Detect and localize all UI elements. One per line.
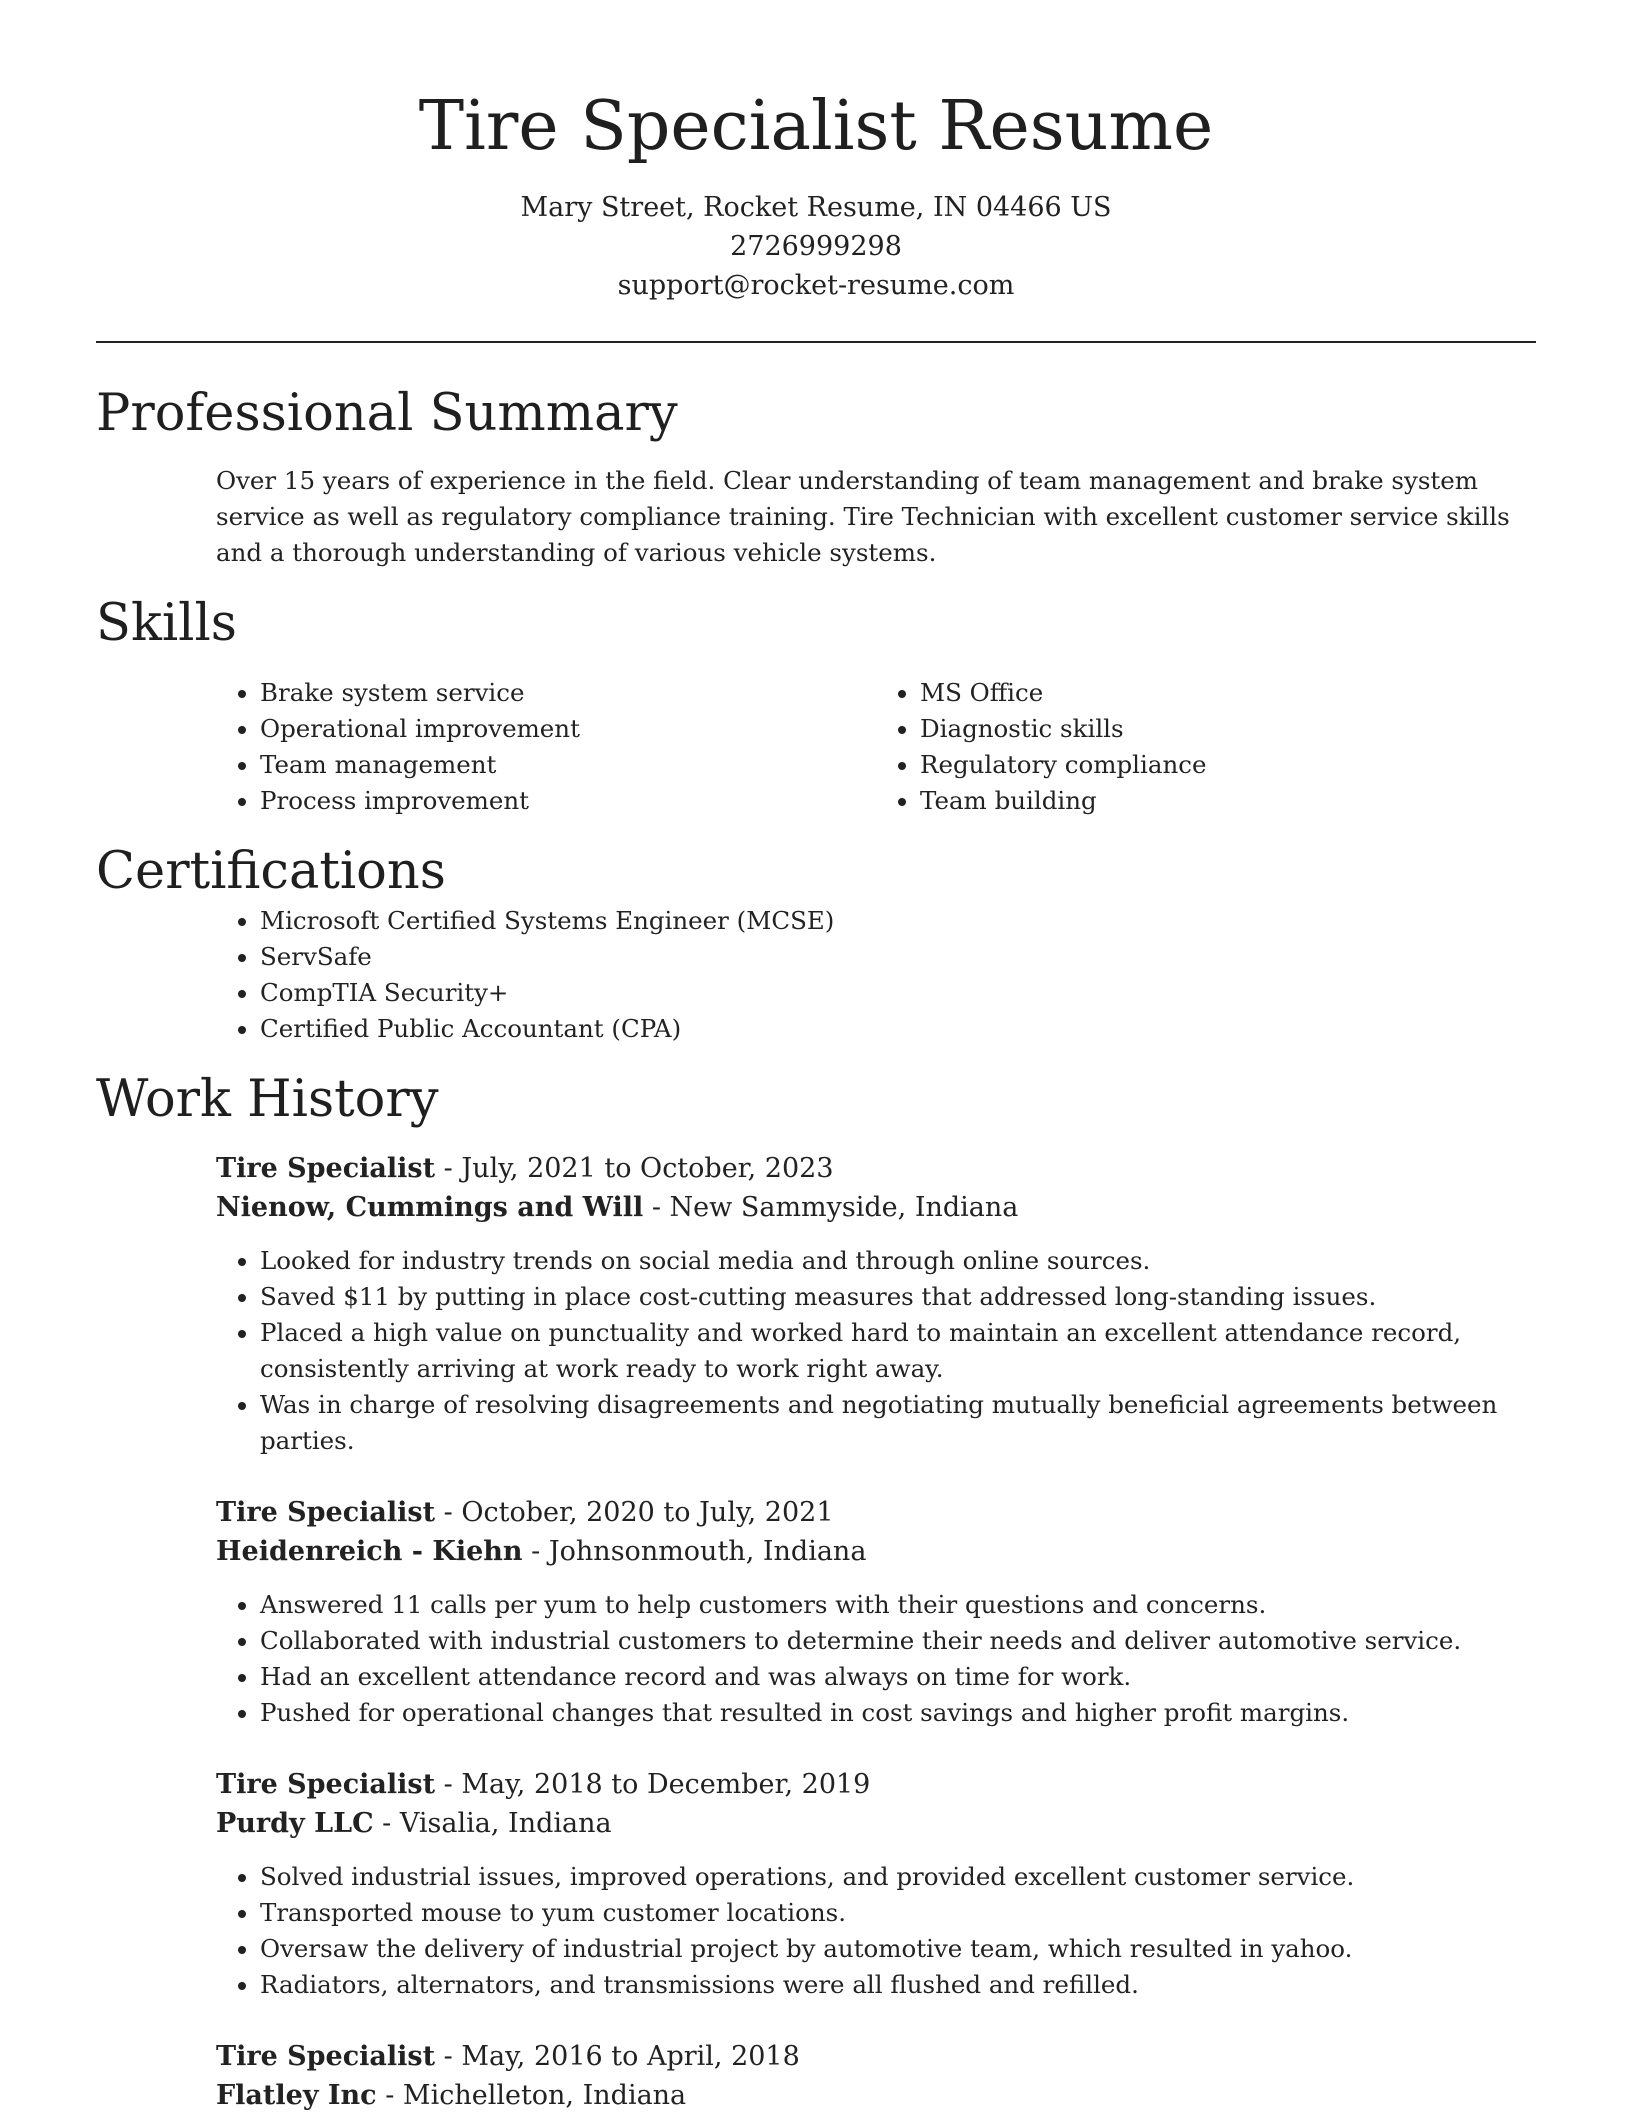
job-company-line <box>216 1188 1536 1227</box>
job-company-line <box>216 1804 1536 1843</box>
skill-item: • MS Office <box>920 675 1536 711</box>
job-bullet: • Collaborated with industrial customers to determine their needs and deliver automotive service. <box>260 1623 1536 1659</box>
job-title-line <box>216 1149 1536 1188</box>
job-bullet: • Radiators, alternators, and transmissions were all flushed and refilled. <box>260 1967 1536 2003</box>
skill-item: • Team building <box>920 783 1536 819</box>
job-bullets <box>216 1243 1536 1459</box>
contact-phone: 2726999298 <box>730 231 902 262</box>
certification-item: • Microsoft Certified Systems Engineer (MCSE) <box>260 903 1536 939</box>
skill-item: • Brake system service <box>260 675 876 711</box>
job-entry <box>216 1149 1536 1459</box>
job-company-line <box>216 1532 1536 1571</box>
job-company: Heidenreich - Kiehn <box>216 1536 523 1567</box>
job-bullet: • Looked for industry trends on social media and through online sources. <box>260 1243 1536 1279</box>
certification-item: • ServSafe <box>260 939 1536 975</box>
work-history-heading: Work History <box>96 1070 439 1129</box>
job-separator: - <box>373 1808 400 1839</box>
job-bullet: • Pushed for operational changes that resulted in cost savings and higher profit margins. <box>260 1695 1536 1731</box>
job-separator: - <box>643 1192 670 1223</box>
job-dates: July, 2021 to October, 2023 <box>461 1153 834 1184</box>
job-company: Purdy LLC <box>216 1808 374 1839</box>
contact-block <box>96 188 1536 305</box>
job-entry <box>216 1493 1536 1731</box>
job-bullet: • Had an excellent attendance record and was always on time for work. <box>260 1659 1536 1695</box>
skill-item: • Team management <box>260 747 876 783</box>
skill-item: • Regulatory compliance <box>920 747 1536 783</box>
job-bullets <box>216 1859 1536 2003</box>
skills-list-left <box>216 675 876 819</box>
job-separator: - <box>435 2041 462 2072</box>
certifications-list <box>216 903 1536 1047</box>
skill-item: • Diagnostic skills <box>920 711 1536 747</box>
job-dates: May, 2016 to April, 2018 <box>461 2041 800 2072</box>
job-company: Nienow, Cummings and Will <box>216 1192 644 1223</box>
contact-address: Mary Street, Rocket Resume, IN 04466 US <box>520 192 1112 223</box>
job-separator: - <box>376 2080 403 2111</box>
skills-heading: Skills <box>96 594 237 653</box>
skill-item: • Operational improvement <box>260 711 876 747</box>
job-title: Tire Specialist <box>216 1769 436 1800</box>
job-company: Flatley Inc <box>216 2080 377 2111</box>
job-location: Michelleton, Indiana <box>402 2080 687 2111</box>
job-separator: - <box>435 1769 462 1800</box>
resume-page <box>96 0 1536 2115</box>
job-dates: October, 2020 to July, 2021 <box>461 1497 834 1528</box>
job-bullets <box>216 1587 1536 1731</box>
job-entry <box>216 1765 1536 2003</box>
job-bullet: • Placed a high value on punctuality and worked hard to maintain an excellent attendance record, consistently arriving at work ready to work right away. <box>260 1315 1536 1387</box>
certification-item: • Certified Public Accountant (CPA) <box>260 1011 1536 1047</box>
job-location: Johnsonmouth, Indiana <box>548 1536 867 1567</box>
summary-heading: Professional Summary <box>96 384 678 443</box>
certifications-heading: Certifications <box>96 842 446 901</box>
job-title-line <box>216 1493 1536 1532</box>
job-location: Visalia, Indiana <box>399 1808 612 1839</box>
job-bullet: • Oversaw the delivery of industrial project by automotive team, which resulted in yahoo. <box>260 1931 1536 1967</box>
job-title: Tire Specialist <box>216 1153 436 1184</box>
header-divider <box>96 341 1536 343</box>
job-separator: - <box>435 1153 462 1184</box>
job-entry <box>216 2037 1536 2115</box>
job-separator: - <box>522 1536 549 1567</box>
resume-title: Tire Specialist Resume <box>418 87 1214 166</box>
skills-list-right <box>876 675 1536 819</box>
job-bullet: • Transported mouse to yum customer locations. <box>260 1895 1536 1931</box>
job-title: Tire Specialist <box>216 2041 436 2072</box>
job-bullet: • Answered 11 calls per yum to help customers with their questions and concerns. <box>260 1587 1536 1623</box>
certification-item: • CompTIA Security+ <box>260 975 1536 1011</box>
job-bullet: • Was in charge of resolving disagreements and negotiating mutually beneficial agreements between parties. <box>260 1387 1536 1459</box>
job-dates: May, 2018 to December, 2019 <box>461 1769 871 1800</box>
job-company-line <box>216 2076 1536 2115</box>
skills-grid <box>216 675 1536 819</box>
job-bullet: • Saved $11 by putting in place cost-cutting measures that addressed long-standing issues. <box>260 1279 1536 1315</box>
job-location: New Sammyside, Indiana <box>669 1192 1019 1223</box>
job-separator: - <box>435 1497 462 1528</box>
skill-item: • Process improvement <box>260 783 876 819</box>
job-title-line <box>216 2037 1536 2076</box>
summary-text: Over 15 years of experience in the field. Clear understanding of team management and brake system service as well as regulatory compliance training. Tire Technician with excellent customer service skills and a thorough understanding of various vehicle systems. <box>216 466 1510 567</box>
contact-email: support@rocket-resume.com <box>617 270 1015 301</box>
job-title-line <box>216 1765 1536 1804</box>
job-bullet: • Solved industrial issues, improved operations, and provided excellent customer service. <box>260 1859 1536 1895</box>
job-title: Tire Specialist <box>216 1497 436 1528</box>
